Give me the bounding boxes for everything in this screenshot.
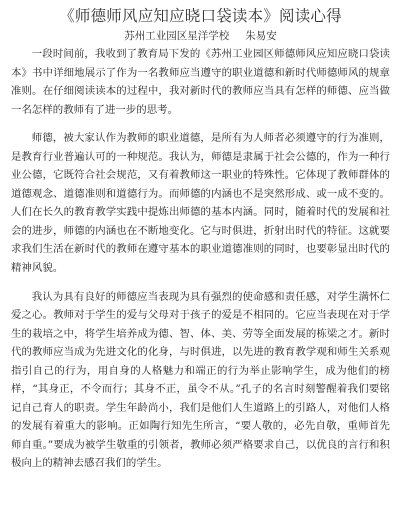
paragraph-intro: 一段时间前，我收到了教育局下发的《苏州工业园区师德师风应知应晓口袋读本》书中详细地展示了作为一名教师应当遵守的职业道德和新时代师德师风的规章准则。在仔细阅读读本的过程中，我对新时代的教师应当具有怎样的师德、应当做一名怎样的教师有了进一步的思考。	[11, 48, 390, 116]
article-body	[11, 45, 390, 473]
paragraph-definition: 师德，被大家认作为教师的职业道德，是所有为人师者必须遵守的行为准则，是教育行业普遍认可的一种规范。我认为，师德是隶属于社会公德的，作为一种行业公德，它既符合社会规范，又有着教师这一职业的特殊性。它体现了教师群体的道德观念、道德准则和道德行为。而师德的内涵也不是突然形成、或一成不变的。人们在长久的教育教学实践中提炼出师德的基本内涵。同时，随着时代的发展和社会的进步，师德的内涵也在不断地变化。它与时俱进，折射出时代的特征。这就要求我们生活在新时代的教师在遵守基本的职业道德准则的同时，也要彰显出时代的精神风貌。	[11, 132, 390, 275]
document-title: 《师德师风应知应晓口袋读本》阅读心得	[59, 7, 342, 25]
school-name: 苏州工业园区星洋学校	[124, 30, 230, 42]
byline	[11, 28, 390, 45]
paragraph-reflection: 我认为具有良好的师德应当表现为具有强烈的使命感和责任感，对学生满怀仁爱之心。教师对于学生的爱与父母对于孩子的爱是不相同的。它应当表现在对于学生的栽培之中，将学生培养成为德、智、体、美、劳等全面发展的栋梁之才。新时代的教师应当成为先进文化的化身，与时俱进，以先进的教育教学观和师生关系观指引自己的行为，用自身的人格魅力和端正的行为举止影响学生，成为他们的榜样，“其身正，不令而行；其身不正，虽令不从。”孔子的名言时刻警醒着我们要铭记自己育人的职责。学生年龄尚小，我们是他们人生道路上的引路人，对他们人格的发展有着重大的影响。正如陶行知先生所言，“要人敬的，必先自敬，重师首先师自重。”要成为被学生敬重的引领者，教师必须严格要求自己，以优良的言行和积极向上的精神去感召我们的学生。	[11, 290, 390, 470]
author-name: 朱易安	[245, 30, 277, 42]
